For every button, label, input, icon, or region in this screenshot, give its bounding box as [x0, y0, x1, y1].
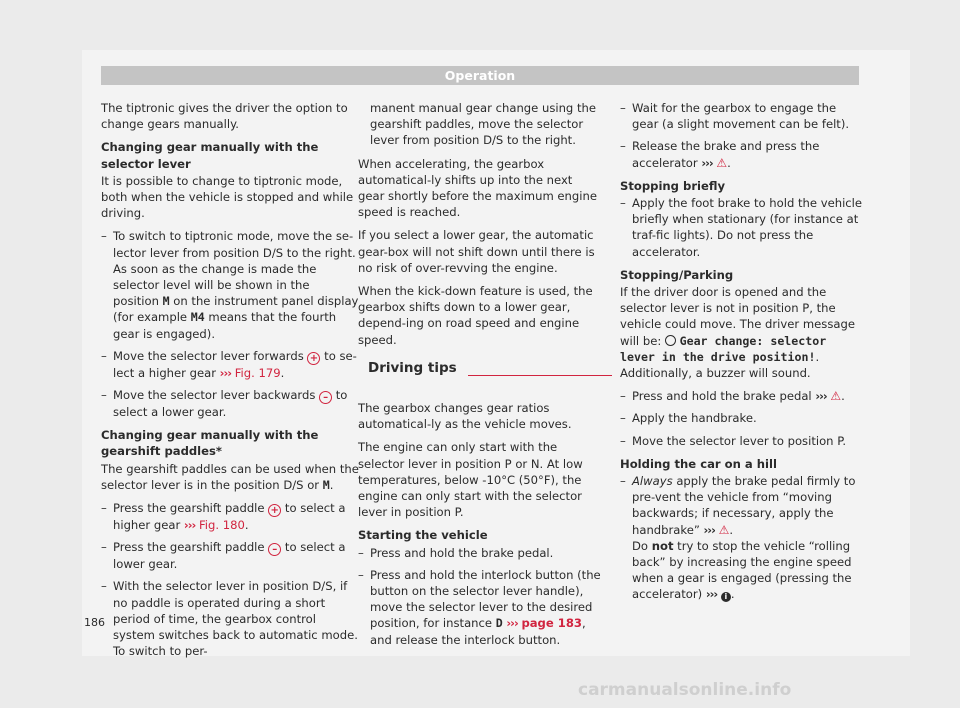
page-183-link[interactable]: page 183 — [521, 616, 582, 631]
chevron-icon: ››› — [183, 518, 196, 533]
list-item: – With the selector lever in position D/S, if no paddle is operated during a short period of time, the gearbox control system switches back to automatic mode. To switch to per- — [101, 579, 358, 659]
continued-text: manent manual gear change using the gearshift paddles, move the selector lever from position D/S to the right. — [370, 101, 596, 148]
heading-gearshift-paddles: Changing gear manually with the gearshift paddles* — [101, 428, 319, 459]
paragraph: The gearbox changes gear ratios automatical-ly as the vehicle moves. — [358, 401, 572, 432]
list-item: – Press and hold the interlock button (the button on the selector lever handle), move the selector lever to the desired position, for instance D ››› page 183, and release the interlock button. — [358, 567, 601, 647]
minus-icon: – — [268, 543, 281, 556]
lever-steps — [101, 228, 359, 420]
chevron-icon: ››› — [705, 587, 718, 602]
warning-icon: ⚠ — [718, 522, 730, 537]
chevron-icon: ››› — [506, 616, 518, 631]
starting-steps — [358, 545, 602, 648]
paragraph: When accelerating, the gearbox automatical-ly shifts up into the next gear shortly before the maximum engine speed is reached. — [358, 156, 597, 220]
column-1 — [101, 100, 359, 666]
list-item: – To switch to tiptronic mode, move the se-lector lever from position D/S to the right. As soon as the change is made the selector level will be shown in the position M on the instrument panel display (for example M4 means that the fourth gear is engaged). — [101, 229, 359, 341]
list-item: – Wait for the gearbox to engage the gear (a slight movement can be felt). — [620, 101, 850, 132]
chevron-icon: ››› — [219, 365, 232, 380]
section-header: Operation — [101, 66, 859, 85]
hill-steps — [620, 473, 865, 603]
list-item: – Press and hold the brake pedal. — [358, 545, 554, 560]
warning-icon: ⚠ — [716, 155, 728, 170]
list-item: – Move the selector lever forwards + to se-lect a higher gear ››› Fig. 179. — [101, 348, 357, 380]
fig-179-link[interactable]: Fig. 179 — [234, 365, 281, 380]
column-2 — [358, 100, 602, 655]
paddles-text: The gearshift paddles can be used when the selector lever is in the position D/S or M. — [101, 461, 359, 492]
intro-text: The tiptronic gives the driver the option to change gears manually. — [101, 101, 348, 132]
heading-selector-lever: Changing gear manually with the selector lever — [101, 140, 319, 171]
list-item: – Move the selector lever to position P. — [620, 433, 847, 448]
chevron-icon: ››› — [815, 389, 827, 404]
list-item: – Press and hold the brake pedal ››› ⚠. — [620, 389, 845, 404]
list-item: – Press the gearshift paddle + to select a higher gear ››› Fig. 180. — [101, 501, 346, 533]
fig-180-link[interactable]: Fig. 180 — [198, 518, 245, 533]
paragraph: If you select a lower gear, the automatic gear-box will not shift down until there is no risk of over-revving the engine. — [358, 228, 595, 275]
chevron-icon: ››› — [701, 155, 713, 170]
lever-text: It is possible to change to tiptronic mode, both when the vehicle is stopped and while driving. — [101, 173, 354, 221]
list-item: – Apply the handbrake. — [620, 411, 757, 426]
page-number: 186 — [84, 616, 105, 629]
parking-text: If the driver door is opened and the selector lever is not in position P, the vehicle could move. The driver message will be: Gear change: selector lever in the drive position!. Additionally, a buzzer will sound. — [620, 285, 855, 381]
plus-icon: + — [307, 352, 320, 365]
driving-tips-heading: Driving tips — [368, 360, 602, 382]
plus-icon: + — [268, 504, 281, 517]
info-icon: i — [721, 592, 731, 602]
heading-starting-vehicle: Starting the vehicle — [358, 528, 488, 543]
minus-icon: – — [319, 391, 332, 404]
heading-stopping-briefly: Stopping briefly — [620, 178, 726, 193]
heading-holding-on-hill: Holding the car on a hill — [620, 456, 777, 471]
watermark: carmanualsonline.info — [578, 680, 792, 700]
list-item: – Apply the foot brake to hold the vehicle briefly when stationary (for instance at traf-fic lights). Do not press the accelerator. — [620, 196, 863, 259]
starting-steps-continued — [620, 100, 865, 171]
gear-icon — [665, 335, 676, 346]
heading-stopping-parking: Stopping/Parking — [620, 267, 734, 282]
paragraph: When the kick-down feature is used, the gearbox shifts down to a lower gear, depend-ing on road speed and engine speed. — [358, 284, 593, 347]
column-3 — [620, 100, 865, 610]
paddle-steps — [101, 500, 359, 659]
warning-icon: ⚠ — [830, 389, 842, 404]
list-item: – Release the brake and press the accelerator ››› ⚠. — [620, 139, 820, 170]
list-item: – Press the gearshift paddle – to select a lower gear. — [101, 540, 346, 572]
list-item: – Always apply the brake pedal firmly to pre-vent the vehicle from “moving backwards; if necessary, apply the handbrake” ››› ⚠. Do not try to stop the vehicle “rolling back” by increasing the engine speed when a gear is engaged (pressing the accelerator) ››› i . — [620, 474, 856, 602]
dash: – — [101, 229, 107, 244]
list-item: – Move the selector lever backwards – to select a lower gear. — [101, 388, 348, 420]
chevron-icon: ››› — [703, 522, 715, 537]
parking-steps — [620, 388, 865, 449]
paragraph: The engine can only start with the selector lever in position P or N. At low temperatures, below -10°C (50°F), the engine can only start with the selector lever in position P. — [358, 440, 583, 520]
stopping-steps — [620, 195, 865, 260]
